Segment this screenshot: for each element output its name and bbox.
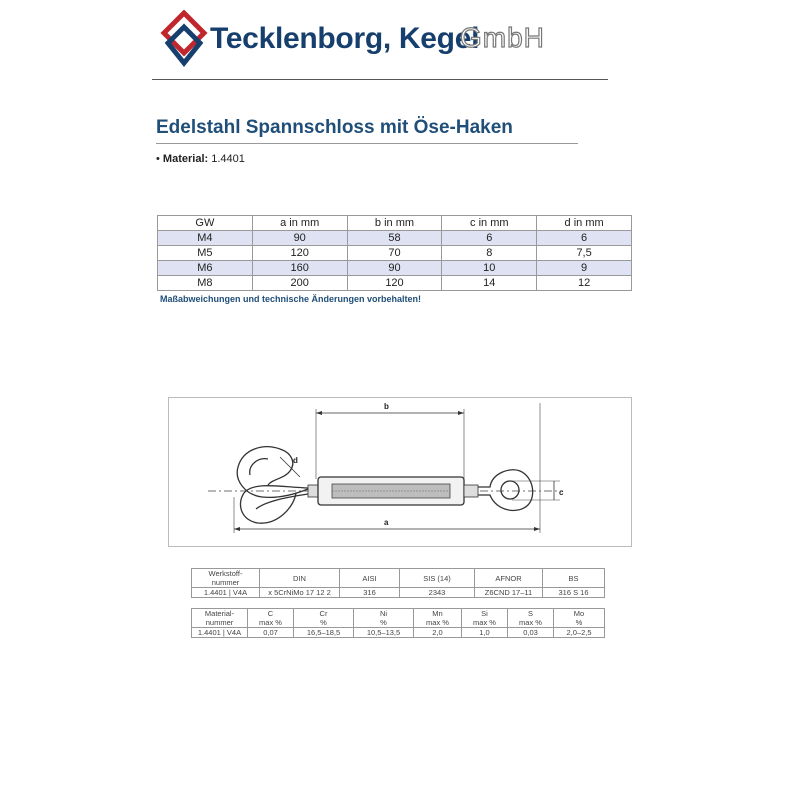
table-cell: 7,5 [537, 246, 632, 261]
header-divider [152, 79, 608, 80]
composition-header-cell: Mn max % [414, 609, 462, 628]
table-cell: 0,03 [508, 628, 554, 638]
table-cell: 10 [442, 261, 537, 276]
standards-header-cell: SIS (14) [400, 569, 475, 588]
table-cell: 316 S 16 [543, 588, 605, 598]
table-row [158, 231, 632, 246]
page-title: Edelstahl Spannschloss mit Öse-Haken [156, 117, 513, 138]
composition-header-cell: Material- nummer [192, 609, 248, 628]
table-cell: M4 [158, 231, 253, 246]
turnbuckle-drawing [168, 397, 632, 547]
table-cell: M8 [158, 276, 253, 291]
table-row [158, 246, 632, 261]
table-cell: 160 [252, 261, 347, 276]
composition-header-cell: S max % [508, 609, 554, 628]
composition-header-cell: Ni % [354, 609, 414, 628]
company-logo [160, 6, 560, 72]
standards-header-cell: AFNOR [475, 569, 543, 588]
table-cell: 14 [442, 276, 537, 291]
table-cell: 70 [347, 246, 442, 261]
size-header-cell: GW [158, 216, 253, 231]
composition-header-cell: C max % [248, 609, 294, 628]
table-row [192, 628, 605, 638]
material-line: • Material: 1.4401 [156, 153, 245, 165]
table-cell: x 5CrNiMo 17 12 2 [260, 588, 340, 598]
table-cell: 58 [347, 231, 442, 246]
composition-header-row [192, 609, 605, 628]
standards-header-cell: BS [543, 569, 605, 588]
size-header-cell: d in mm [537, 216, 632, 231]
table-row [158, 276, 632, 291]
label-b: b [384, 402, 389, 411]
table-cell: M6 [158, 261, 253, 276]
material-label: Material: [162, 153, 209, 165]
label-a: a [384, 518, 389, 527]
table-cell: 2,0 [414, 628, 462, 638]
table-cell: 90 [347, 261, 442, 276]
company-suffix: GmbH [460, 22, 545, 53]
standards-table [191, 568, 605, 598]
drawing-frame [169, 398, 632, 547]
table-row [158, 261, 632, 276]
left-thread [308, 485, 318, 497]
table-cell: 1.4401 | V4A [192, 588, 260, 598]
table-cell: 1.4401 | V4A [192, 628, 248, 638]
company-name: Tecklenborg, Kegel [210, 22, 480, 55]
table-cell: 6 [537, 231, 632, 246]
label-d: d [293, 456, 298, 465]
title-divider [156, 143, 578, 144]
right-thread [464, 485, 478, 497]
table-cell: 0,07 [248, 628, 294, 638]
standards-header-cell: AISI [340, 569, 400, 588]
composition-header-cell: Mo % [554, 609, 605, 628]
table-cell: 1,0 [462, 628, 508, 638]
standards-header-cell: Werkstoff- nummer [192, 569, 260, 588]
disclaimer-note: Maßabweichungen und technische Änderungen vorbehalten! [160, 294, 422, 304]
size-header-cell: a in mm [252, 216, 347, 231]
composition-header-cell: Cr % [294, 609, 354, 628]
table-cell: 12 [537, 276, 632, 291]
table-cell: 16,5–18,5 [294, 628, 354, 638]
size-header-cell: c in mm [442, 216, 537, 231]
table-cell: 120 [252, 246, 347, 261]
table-cell: 316 [340, 588, 400, 598]
table-cell: 90 [252, 231, 347, 246]
table-cell: 10,5–13,5 [354, 628, 414, 638]
table-cell: 6 [442, 231, 537, 246]
table-cell: 8 [442, 246, 537, 261]
size-header-cell: b in mm [347, 216, 442, 231]
table-cell: 2,0–2,5 [554, 628, 605, 638]
size-table-header [158, 216, 632, 231]
table-cell: 200 [252, 276, 347, 291]
table-cell: M5 [158, 246, 253, 261]
composition-header-cell: Si max % [462, 609, 508, 628]
composition-table [191, 608, 605, 638]
table-cell: 2343 [400, 588, 475, 598]
table-cell: 120 [347, 276, 442, 291]
table-cell: 9 [537, 261, 632, 276]
table-row [192, 588, 605, 598]
size-table [157, 215, 632, 291]
table-cell: Z6CND 17–11 [475, 588, 543, 598]
logo-mark-icon [160, 10, 208, 68]
label-c: c [559, 488, 564, 497]
standards-header-cell: DIN [260, 569, 340, 588]
material-value: 1.4401 [211, 153, 245, 165]
standards-header-row [192, 569, 605, 588]
